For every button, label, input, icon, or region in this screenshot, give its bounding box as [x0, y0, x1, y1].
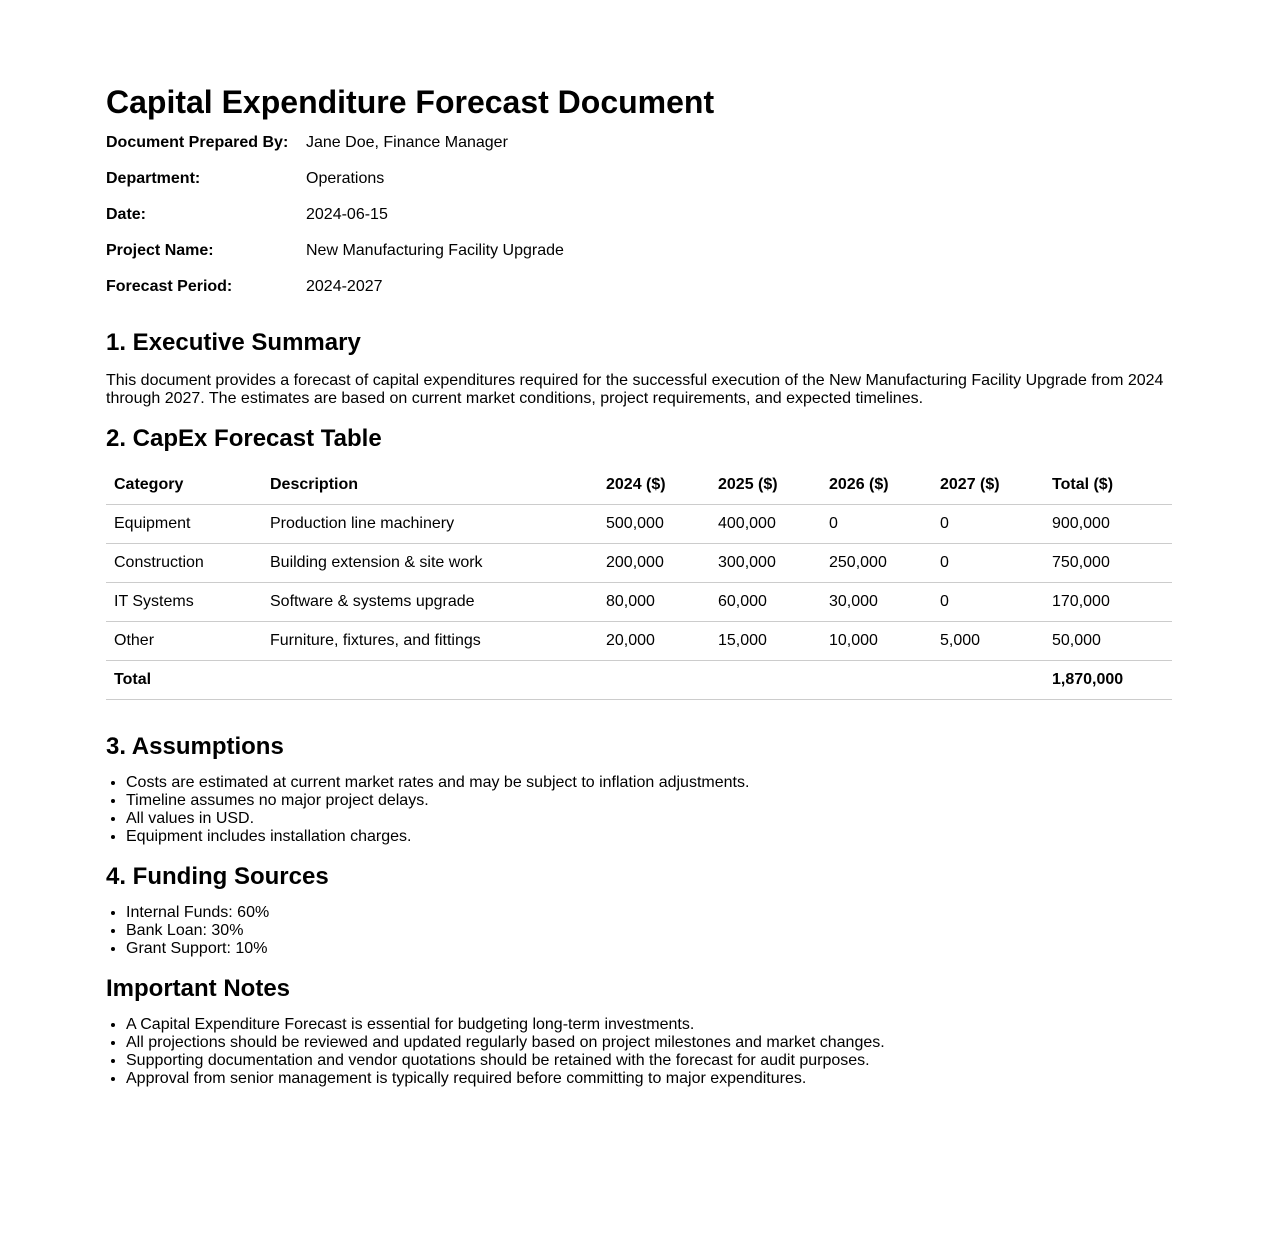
section-heading-capex-table: 2. CapEx Forecast Table — [106, 425, 382, 452]
meta-label: Forecast Period: — [106, 278, 233, 295]
table-cell — [821, 661, 932, 700]
table-cell: Furniture, fixtures, and fittings — [262, 622, 598, 661]
table-row — [106, 544, 1172, 583]
meta-label: Department: — [106, 170, 201, 187]
table-row — [106, 622, 1172, 661]
list-item: • Timeline assumes no major project delays. — [126, 792, 749, 810]
table-cell: 80,000 — [598, 583, 710, 622]
total-label: Total — [106, 661, 262, 700]
list-item: • Equipment includes installation charges. — [126, 828, 749, 846]
list-item: • Approval from senior management is typically required before committing to major expenditures. — [126, 1070, 885, 1088]
document-title: Capital Expenditure Forecast Document — [106, 84, 715, 120]
meta-row-prepared-by — [106, 132, 806, 168]
meta-value: Jane Doe, Finance Manager — [306, 134, 508, 151]
total-value: 1,870,000 — [1044, 661, 1172, 700]
table-cell — [932, 661, 1044, 700]
table-cell: IT Systems — [106, 583, 262, 622]
section-heading-funding-sources: 4. Funding Sources — [106, 863, 329, 890]
meta-value: Operations — [306, 170, 385, 187]
column-header-total: Total ($) — [1044, 466, 1172, 505]
meta-value: New Manufacturing Facility Upgrade — [306, 242, 564, 259]
funding-sources-list — [106, 904, 269, 958]
table-cell: 20,000 — [598, 622, 710, 661]
meta-row-project-name — [106, 240, 806, 276]
meta-value: 2024-06-15 — [306, 206, 388, 223]
column-header-2026: 2026 ($) — [821, 466, 932, 505]
table-cell: 250,000 — [821, 544, 932, 583]
table-cell: 400,000 — [710, 505, 821, 544]
table-cell: 170,000 — [1044, 583, 1172, 622]
table-cell: Equipment — [106, 505, 262, 544]
table-cell: 200,000 — [598, 544, 710, 583]
meta-label: Document Prepared By: — [106, 134, 289, 151]
section-heading-important-notes: Important Notes — [106, 975, 291, 1002]
table-cell: 10,000 — [821, 622, 932, 661]
list-item: • Supporting documentation and vendor quotations should be retained with the forecast for audit purposes. — [126, 1052, 885, 1070]
table-cell: 300,000 — [710, 544, 821, 583]
list-item: • Costs are estimated at current market rates and may be subject to inflation adjustments. — [126, 774, 749, 792]
table-cell: Other — [106, 622, 262, 661]
list-item: • Internal Funds: 60% — [126, 904, 269, 922]
table-cell: 5,000 — [932, 622, 1044, 661]
list-item: • All projections should be reviewed and updated regularly based on project milestones and market changes. — [126, 1034, 885, 1052]
table-cell: 0 — [932, 583, 1044, 622]
table-cell: Software & systems upgrade — [262, 583, 598, 622]
section-heading-executive-summary: 1. Executive Summary — [106, 329, 361, 356]
table-cell: 0 — [932, 544, 1044, 583]
column-header-2025: 2025 ($) — [710, 466, 821, 505]
table-cell — [710, 661, 821, 700]
column-header-2024: 2024 ($) — [598, 466, 710, 505]
executive-summary-text: This document provides a forecast of capital expenditures required for the successful execution of the New Manufacturing Facility Upgrade from 2024 through 2027. The estimates are based on current market conditions, project requirements, and expected timelines. — [106, 372, 1164, 407]
important-notes-list — [106, 1016, 885, 1088]
table-cell: 500,000 — [598, 505, 710, 544]
table-cell: 0 — [932, 505, 1044, 544]
table-cell — [262, 661, 598, 700]
table-cell: Production line machinery — [262, 505, 598, 544]
table-cell: 60,000 — [710, 583, 821, 622]
table-cell: 900,000 — [1044, 505, 1172, 544]
document-meta — [106, 132, 806, 312]
list-item: • A Capital Expenditure Forecast is essential for budgeting long-term investments. — [126, 1016, 885, 1034]
list-item: • Grant Support: 10% — [126, 940, 269, 958]
table-row — [106, 583, 1172, 622]
section-heading-assumptions: 3. Assumptions — [106, 733, 284, 760]
table-cell: Building extension & site work — [262, 544, 598, 583]
meta-row-forecast-period — [106, 276, 806, 312]
table-cell — [598, 661, 710, 700]
assumptions-list — [106, 774, 749, 846]
column-header-description: Description — [262, 466, 598, 505]
list-item: • Bank Loan: 30% — [126, 922, 269, 940]
table-cell: 750,000 — [1044, 544, 1172, 583]
table-cell: Construction — [106, 544, 262, 583]
table-cell: 0 — [821, 505, 932, 544]
table-cell: 15,000 — [710, 622, 821, 661]
column-header-category: Category — [106, 466, 262, 505]
meta-value: 2024-2027 — [306, 278, 383, 295]
table-row — [106, 505, 1172, 544]
list-item: • All values in USD. — [126, 810, 749, 828]
meta-label: Date: — [106, 206, 147, 223]
table-total-row — [106, 661, 1172, 700]
meta-row-date — [106, 204, 806, 240]
meta-label: Project Name: — [106, 242, 214, 259]
column-header-2027: 2027 ($) — [932, 466, 1044, 505]
capex-forecast-table — [106, 466, 1172, 700]
table-cell: 50,000 — [1044, 622, 1172, 661]
meta-row-department — [106, 168, 806, 204]
table-cell: 30,000 — [821, 583, 932, 622]
table-header-row — [106, 466, 1172, 505]
